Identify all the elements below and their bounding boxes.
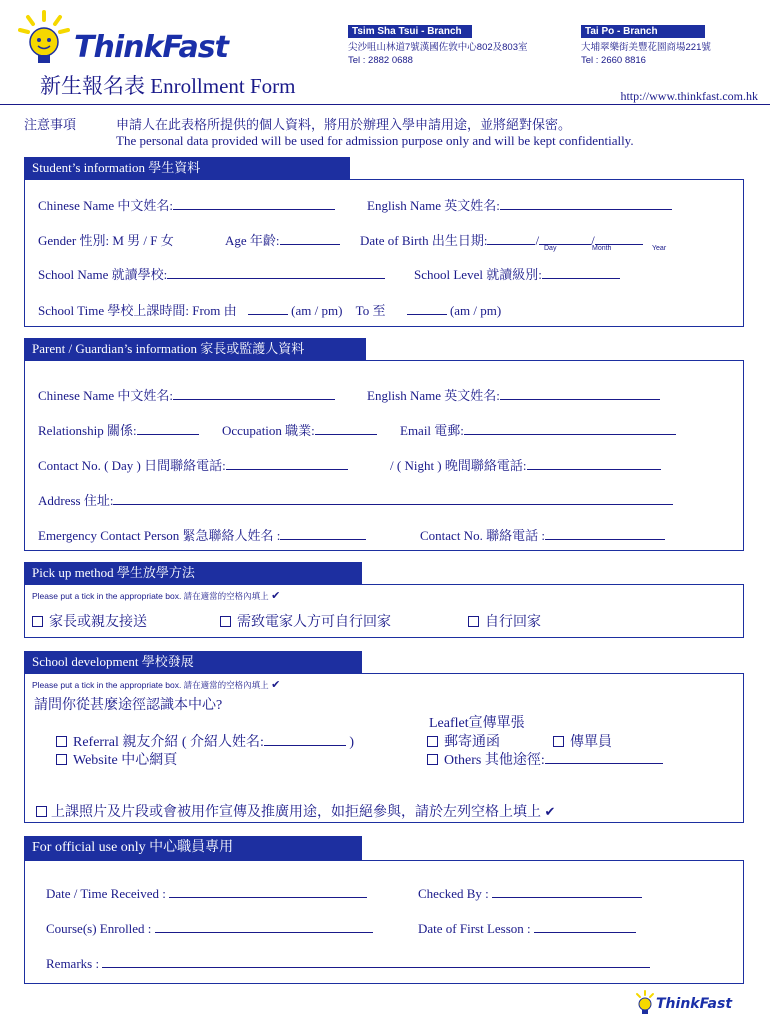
checkbox[interactable] xyxy=(553,736,564,747)
logo-fast: Fast xyxy=(162,30,228,65)
option-label: 需致電家人方可自行回家 xyxy=(237,615,391,630)
branch-tel: Tel : 2882 0688 xyxy=(348,55,413,66)
field-label: School Name 就讀學校: xyxy=(38,267,168,282)
field-label: Contact No. 聯絡電話 : xyxy=(420,528,545,543)
student-age-field[interactable] xyxy=(225,230,340,249)
student-school-level-field[interactable] xyxy=(414,264,620,283)
instruction-text: Please put a tick in the appropriate box. 請在適當的空格內填上 xyxy=(32,591,269,601)
dob-year-hint: Year xyxy=(652,245,667,252)
mail-option[interactable] xyxy=(427,731,500,751)
dob-month-hint: Month xyxy=(592,245,612,252)
checkmark-icon: ✔ xyxy=(271,589,281,602)
field-label: Chinese Name 中文姓名: xyxy=(38,388,174,403)
option-label: 傳單員 xyxy=(570,735,612,750)
branch-tst xyxy=(348,25,528,67)
option-label: Referral 親友介紹 ( 介紹人姓名: xyxy=(73,735,264,750)
others-option[interactable] xyxy=(427,749,663,769)
branch-taipo xyxy=(581,25,711,67)
option-label: 家長或親友接送 xyxy=(49,615,147,630)
student-school-name-field[interactable] xyxy=(38,264,385,283)
remarks-field[interactable] xyxy=(46,955,650,972)
field-label: Date / Time Received : xyxy=(46,886,166,901)
option-label: Others 其他途徑: xyxy=(444,753,545,768)
notice-en: The personal data provided will be used for admission purpose only and will be kept confidentially. xyxy=(116,133,634,148)
field-label: School Time 學校上課時間: From 由 xyxy=(38,303,237,318)
development-section-header: School development 學校發展 xyxy=(24,651,362,673)
field-label: Course(s) Enrolled : xyxy=(46,921,152,936)
student-chinese-name-field[interactable] xyxy=(38,195,335,214)
date-received-field[interactable] xyxy=(46,885,367,902)
parent-chinese-name-field[interactable] xyxy=(38,385,335,404)
emergency-contact-no-field[interactable] xyxy=(420,525,665,544)
branch-address: 尖沙咀山林道7號漢國佐敦中心802及803室 xyxy=(348,42,528,53)
field-label: English Name 英文姓名: xyxy=(367,198,500,213)
header-divider xyxy=(0,104,770,105)
referral-option[interactable] xyxy=(56,731,354,751)
checkbox[interactable] xyxy=(56,754,67,765)
course-enrolled-field[interactable] xyxy=(46,920,373,937)
field-label: Checked By : xyxy=(418,886,489,901)
website-option[interactable] xyxy=(56,749,177,769)
field-label: Date of Birth 出生日期: xyxy=(360,233,488,248)
option-label: 上課照片及片段或會被用作宣傳及推廣用途，如拒絕參與，請於左列空格上填上 xyxy=(51,805,541,820)
parent-contact-day-field[interactable] xyxy=(38,455,348,474)
logo-fast: Fast xyxy=(699,996,733,1012)
to-label: To 至 xyxy=(355,303,386,318)
checkbox[interactable] xyxy=(220,616,231,627)
student-english-name-field[interactable] xyxy=(367,195,672,214)
field-label: School Level 就讀級別: xyxy=(414,267,542,282)
first-lesson-field[interactable] xyxy=(418,920,636,937)
option-label: 自行回家 xyxy=(485,615,541,630)
checkbox[interactable] xyxy=(427,754,438,765)
field-label: Relationship 關係: xyxy=(38,423,137,438)
field-label: Chinese Name 中文姓名: xyxy=(38,198,174,213)
photo-consent-option[interactable] xyxy=(36,801,555,821)
checkbox[interactable] xyxy=(56,736,67,747)
notice-zh: 申請人在此表格所提供的個人資料，將用於辦理入學申請用途，並將絕對保密。 xyxy=(116,117,572,132)
checkbox[interactable] xyxy=(36,806,47,817)
parent-address-field[interactable] xyxy=(38,490,673,509)
checkbox[interactable] xyxy=(32,616,43,627)
field-label: Occupation 職業: xyxy=(222,423,315,438)
footer-logo xyxy=(632,990,762,1018)
checkmark-icon: ✔ xyxy=(271,678,281,691)
parent-relationship-field[interactable] xyxy=(38,420,199,439)
parent-occupation-field[interactable] xyxy=(222,420,377,439)
field-label: Age 年齡: xyxy=(225,233,280,248)
logo-think: Think xyxy=(656,996,700,1012)
field-label: English Name 英文姓名: xyxy=(367,388,500,403)
logo-wordmark xyxy=(74,30,228,65)
checkmark-icon: ✔ xyxy=(544,805,556,820)
parent-section-header: Parent / Guardian’s information 家長或監護人資料 xyxy=(24,338,366,360)
field-label: Emergency Contact Person 緊急聯絡人姓名 : xyxy=(38,528,281,543)
field-label: / ( Night ) 晚間聯絡電話: xyxy=(390,458,527,473)
field-label: Remarks : xyxy=(46,956,100,971)
branch-label: Tsim Sha Tsui - Branch xyxy=(348,25,472,38)
student-gender-field[interactable]: Gender 性別: M 男 / F 女 xyxy=(38,233,174,248)
field-label: Email 電郵: xyxy=(400,423,464,438)
thinkfast-logo xyxy=(14,8,244,70)
branch-address: 大埔翠樂街美豐花園商場221號 xyxy=(581,42,711,53)
website-url[interactable]: http://www.thinkfast.com.hk xyxy=(620,89,758,103)
dob-day-hint: Day xyxy=(544,245,557,252)
logo-think: Think xyxy=(74,30,163,65)
student-dob-field[interactable]: Date of Birth 出生日期: / / xyxy=(360,230,643,249)
notice-label: 注意事項 xyxy=(24,117,77,132)
pickup-option-self[interactable] xyxy=(468,611,541,631)
flyer-option[interactable] xyxy=(553,731,612,751)
parent-contact-night-field[interactable] xyxy=(390,455,661,474)
pickup-option-parent[interactable] xyxy=(32,611,147,631)
branch-label: Tai Po - Branch xyxy=(581,25,705,38)
checked-by-field[interactable] xyxy=(418,885,642,902)
student-school-time-field[interactable] xyxy=(38,300,501,319)
ampm-label: (am / pm) xyxy=(449,303,502,318)
development-question: 請問你從甚麼途徑認識本中心? xyxy=(34,698,223,713)
field-label: Address 住址: xyxy=(38,493,114,508)
development-instruction xyxy=(32,678,280,691)
lightbulb-icon xyxy=(632,990,658,1016)
field-label: Date of First Lesson : xyxy=(418,921,531,936)
parent-english-name-field[interactable] xyxy=(367,385,660,404)
field-label: Contact No. ( Day ) 日間聯絡電話: xyxy=(38,458,226,473)
page-title: 新生報名表 Enrollment Form xyxy=(40,74,296,98)
parent-email-field[interactable] xyxy=(400,420,676,439)
checkbox[interactable] xyxy=(427,736,438,747)
instruction-text: Please put a tick in the appropriate box. 請在適當的空格內填上 xyxy=(32,680,269,690)
checkbox[interactable] xyxy=(468,616,479,627)
option-label: 郵寄通函 xyxy=(444,735,500,750)
leaflet-label: Leaflet宣傳單張 xyxy=(429,716,525,731)
referral-close: ) xyxy=(349,735,355,750)
pickup-option-call-home[interactable] xyxy=(220,611,391,631)
student-section-header: Student’s information 學生資料 xyxy=(24,157,350,179)
branch-tel: Tel : 2660 8816 xyxy=(581,55,646,66)
pickup-section-header: Pick up method 學生放學方法 xyxy=(24,562,362,584)
official-section-header: For official use only 中心職員專用 xyxy=(24,836,362,860)
pickup-instruction xyxy=(32,589,280,602)
option-label: Website 中心網頁 xyxy=(73,753,178,768)
emergency-contact-field[interactable] xyxy=(38,525,366,544)
footer-wordmark xyxy=(656,996,732,1012)
ampm-label: (am / pm) xyxy=(291,303,343,318)
